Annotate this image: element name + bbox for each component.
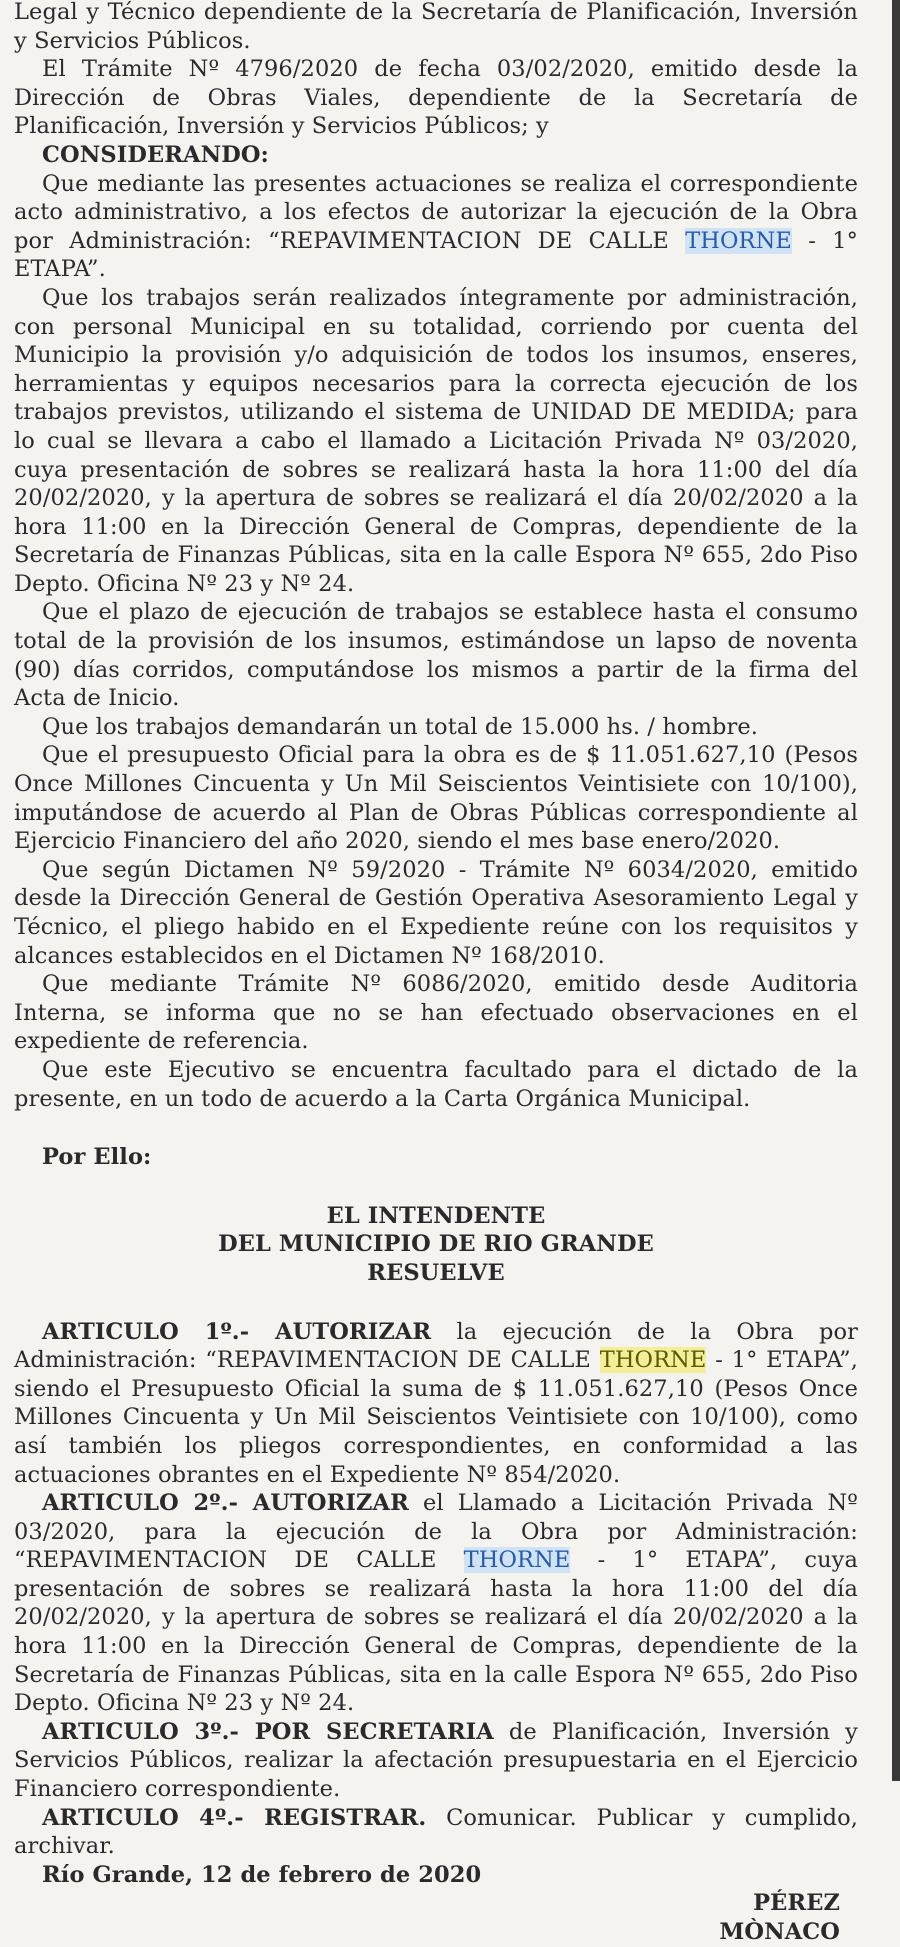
text-run: - 1° ETAPA”, cuya presentación de sobres se realizará hasta la hora 11:00 del día 20/02/2020, y la apertura de sobres se realizará el día 20/02/2020 a la hora 11:00 en la Dirección General de Compras, dependiente de la Secretaría de Finanzas Públicas, sita en la calle Espora Nº 655, 2do Piso Depto. Oficina Nº 23 y Nº 24.	[14, 1547, 858, 1717]
paragraph: Que mediante Trámite Nº 6086/2020, emitido desde Auditoria Interna, se informa que no se han efectuado observaciones en el expediente de referencia.	[14, 971, 858, 1055]
paragraph: Que según Dictamen Nº 59/2020 - Trámite Nº 6034/2020, emitido desde la Dirección General de Gestión Operativa Asesoramiento Legal y Técnico, el pliego habido en el Expediente reúne con los requisitos y alcances establecidos en el Dictamen Nº 168/2010.	[14, 856, 858, 969]
document-column	[14, 0, 858, 1947]
signature-line-2: MÒNACO	[719, 1919, 840, 1945]
highlighted-term: THORNE	[685, 227, 792, 254]
highlighted-term: THORNE	[599, 1347, 707, 1374]
paragraph: Legal y Técnico dependiente de la Secretaría de Planificación, Inversión y Servicios Públicos.	[14, 0, 858, 54]
article-heading: ARTICULO 2º.- AUTORIZAR	[42, 1490, 409, 1517]
article-1	[14, 1318, 858, 1490]
article-3	[14, 1718, 858, 1804]
resolution-heading-1: EL INTENDENTE	[326, 1202, 546, 1229]
text-run: Que mediante las presentes actuaciones se realiza el correspondiente acto administrativo, a los efectos de autorizar la ejecución de la Obra por Administración: “REPAVIMENTACION DE CALLE	[14, 170, 858, 254]
article-4	[14, 1804, 858, 1861]
text-run: - 1° ETAPA”.	[14, 227, 858, 283]
highlighted-term: THORNE	[463, 1547, 571, 1574]
text-run: la ejecución de la Obra por Administración: “REPAVIMENTACION DE CALLE	[14, 1318, 858, 1374]
text-run: de Planificación, Inversión y Servicios Públicos, realizar la afectación presupuestaria en el Ejercicio Financiero correspondiente.	[14, 1718, 858, 1803]
column-rule	[892, 0, 900, 1781]
paragraph: Que este Ejecutivo se encuentra facultado para el dictado de la presente, en un todo de acuerdo a la Carta Orgánica Municipal.	[14, 1056, 858, 1112]
text-run: el Llamado a Licitación Privada Nº 03/2020, para la ejecución de la Obra por Administración: “REPAVIMENTACION DE CALLE	[14, 1490, 858, 1574]
text-run: Comunicar. Publicar y cumplido, archivar.	[14, 1804, 858, 1860]
paragraph: Que los trabajos demandarán un total de 15.000 hs. / hombre.	[42, 713, 759, 740]
resolution-heading-2: DEL MUNICIPIO DE RIO GRANDE	[218, 1231, 654, 1258]
article-heading: ARTICULO 4º.- REGISTRAR.	[42, 1804, 427, 1831]
text-run: - 1° ETAPA”, siendo el Presupuesto Oficial la suma de $ 11.051.627,10 (Pesos Once Millones Cincuenta y Un Mil Seiscientos Veintisiete con 10/100), como así también los pliegos correspondientes, en conformidad a las actuaciones obrantes en el Expediente Nº 854/2020.	[14, 1347, 858, 1488]
por-ello: Por Ello:	[42, 1144, 152, 1171]
paragraph: El Trámite Nº 4796/2020 de fecha 03/02/2020, emitido desde la Dirección de Obras Viales, dependiente de la Secretaría de Planificación, Inversión y Servicios Públicos; y	[14, 56, 858, 140]
paragraph: Que los trabajos serán realizados íntegramente por administración, con personal Municipal en su totalidad, corriendo por cuenta del Municipio la provisión y/o adquisición de todos los insumos, enseres, herramientas y equipos necesarios para la correcta ejecución de los trabajos previstos, utilizando el sistema de UNIDAD DE MEDIDA; para lo cual se llevara a cabo el llamado a Licitación Privada Nº 03/2020, cuya presentación de sobres se realizará hasta la hora 11:00 del día 20/02/2020, y la apertura de sobres se realizará el día 20/02/2020 a la hora 11:00 en la Dirección General de Compras, dependiente de la Secretaría de Finanzas Públicas, sita en la calle Espora Nº 655, 2do Piso Depto. Oficina Nº 23 y Nº 24.	[14, 284, 858, 597]
place-date: Río Grande, 12 de febrero de 2020	[42, 1861, 482, 1888]
paragraph: Que el plazo de ejecución de trabajos se establece hasta el consumo total de la provisión de los insumos, estimándose un lapso de noventa (90) días corridos, computándose los mismos a partir de la firma del Acta de Inicio.	[14, 599, 858, 712]
section-heading: CONSIDERANDO:	[42, 141, 269, 168]
paragraph: Que el presupuesto Oficial para la obra es de $ 11.051.627,10 (Pesos Once Millones Cincuenta y Un Mil Seiscientos Veintisiete con 10/100), imputándose de acuerdo al Plan de Obras Públicas correspondiente al Ejercicio Financiero del año 2020, siendo el mes base enero/2020.	[14, 742, 858, 855]
signature-line-1: PÉREZ	[753, 1890, 840, 1917]
paragraph	[14, 170, 858, 284]
article-2	[14, 1489, 858, 1718]
resolution-heading-3: RESUELVE	[367, 1259, 505, 1286]
article-heading: ARTICULO 3º.- POR SECRETARIA	[42, 1718, 494, 1745]
article-heading: ARTICULO 1º.- AUTORIZAR	[42, 1318, 432, 1345]
